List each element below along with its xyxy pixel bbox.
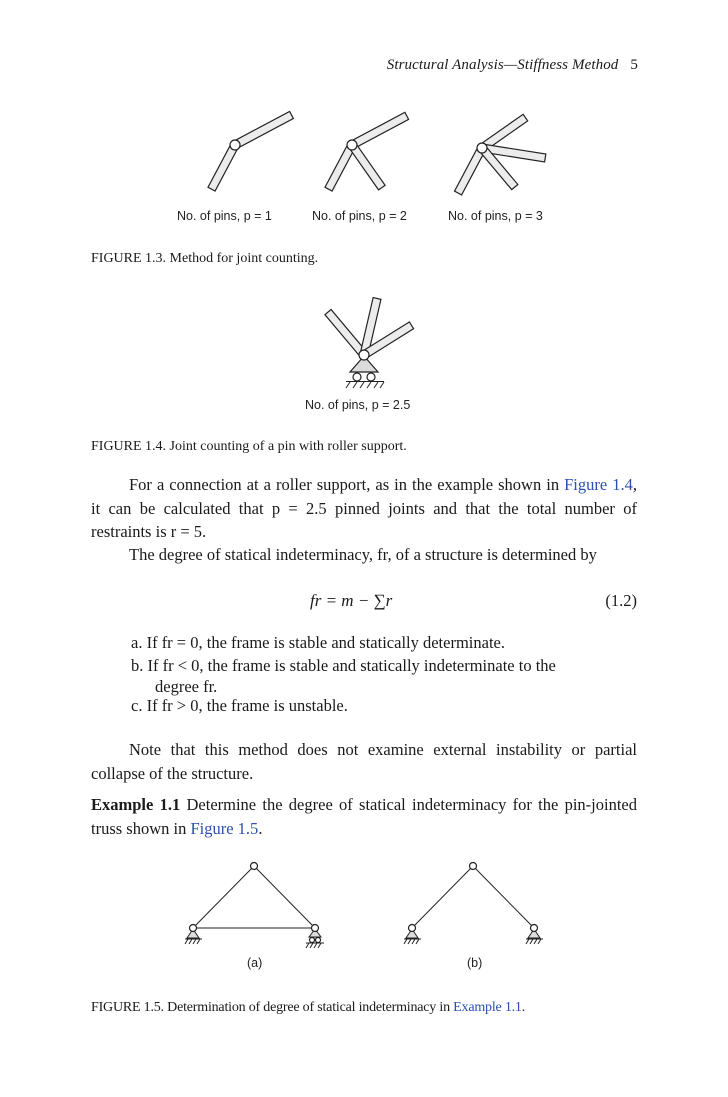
truss-b bbox=[404, 863, 543, 945]
equation-number: (1.2) bbox=[605, 591, 637, 610]
example-1-1-link[interactable]: Example 1.1 bbox=[453, 1000, 522, 1015]
paragraph-roller-support bbox=[91, 473, 637, 544]
fig15-caption-text: FIGURE 1.5. Determination of degree of statical indeterminacy in bbox=[91, 1000, 454, 1015]
fig15-label-b: (b) bbox=[467, 956, 483, 970]
para1-text-start: For a connection at a roller support, as in the example shown in bbox=[129, 475, 565, 494]
truss-a bbox=[185, 863, 324, 949]
paragraph-note: Note that this method does not examine external instability or partial collapse of the structure. bbox=[91, 740, 637, 783]
joint-p1 bbox=[208, 111, 293, 191]
example-text-end: . bbox=[258, 818, 263, 838]
figure-1-5-link[interactable]: Figure 1.5 bbox=[190, 818, 259, 838]
figure-1-5-caption bbox=[91, 1000, 525, 1016]
header-title: Structural Analysis—Stiffness Method bbox=[386, 57, 619, 73]
example-label: Example 1.1 bbox=[91, 795, 181, 814]
running-header bbox=[387, 57, 638, 74]
page-number: 5 bbox=[630, 57, 638, 73]
figure-1-3-caption: FIGURE 1.3. Method for joint counting. bbox=[91, 251, 319, 266]
fig14-label: No. of pins, p = 2.5 bbox=[305, 398, 411, 412]
joint-p3 bbox=[455, 114, 546, 195]
fig15-caption-end: . bbox=[521, 1000, 526, 1015]
example-1-1 bbox=[91, 793, 637, 840]
roller-support-joint bbox=[325, 298, 414, 388]
fig13-label-p3: No. of pins, p = 3 bbox=[448, 209, 543, 223]
fig13-label-p2: No. of pins, p = 2 bbox=[312, 209, 407, 223]
joint-p2 bbox=[325, 112, 409, 191]
paragraph-indeterminacy: The degree of statical indeterminacy, fr, of a structure is determined by bbox=[129, 545, 597, 564]
list-item-c: c. If fr > 0, the frame is unstable. bbox=[131, 696, 348, 715]
figure-1-4-caption: FIGURE 1.4. Joint counting of a pin with roller support. bbox=[91, 439, 407, 454]
equation-1-2: fr = m − ∑r bbox=[310, 591, 393, 610]
example-text: Determine the degree of statical indeterminacy for the pin-jointed truss shown in bbox=[91, 795, 637, 838]
list-item-b: b. If fr < 0, the frame is stable and statically indeterminate to the bbox=[131, 656, 556, 675]
figure-1-4-link[interactable]: Figure 1.4 bbox=[564, 475, 633, 494]
fig13-label-p1: No. of pins, p = 1 bbox=[177, 209, 272, 223]
list-item-a: a. If fr = 0, the frame is stable and statically determinate. bbox=[131, 633, 505, 652]
para1-text-end: , it can be calculated that p = 2.5 pinned joints and that the total number of restraints is r = 5. bbox=[91, 475, 637, 541]
fig15-label-a: (a) bbox=[247, 956, 263, 970]
list-item-b-continuation: degree fr. bbox=[155, 677, 218, 696]
